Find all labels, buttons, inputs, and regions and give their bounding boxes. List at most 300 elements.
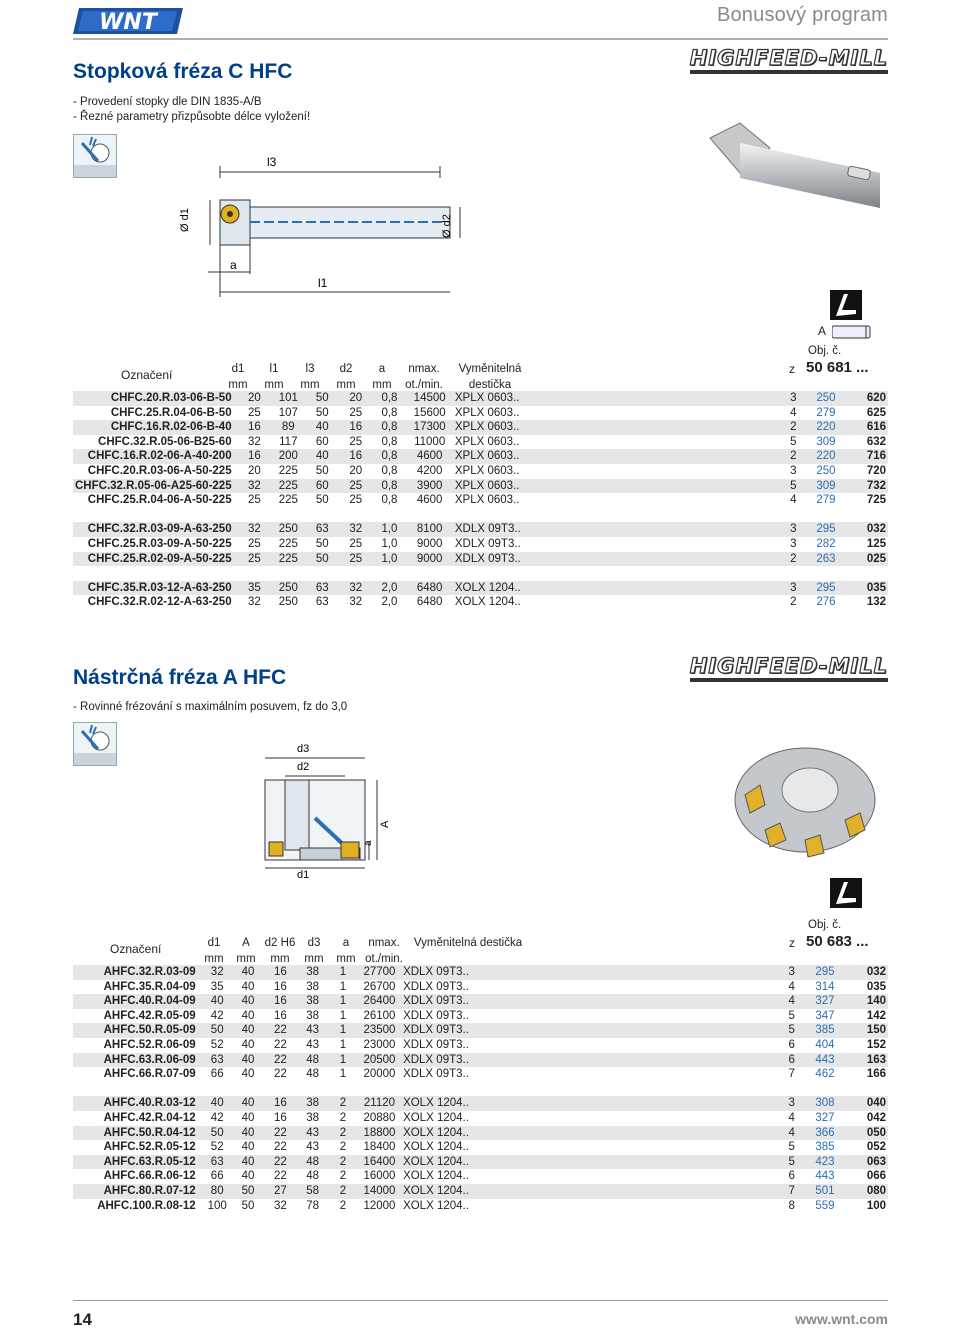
price-cell: 263: [804, 552, 849, 567]
value-cell: 50: [305, 391, 339, 406]
value-cell: 32: [247, 435, 261, 448]
insert-cell: XDLX 09T3..: [453, 522, 544, 537]
designation-cell: AHFC.63.R.06-09: [73, 1053, 202, 1068]
table-row: [73, 965, 888, 980]
spacer-cell: [502, 1184, 782, 1199]
designation-cell: AHFC.35.R.04-09: [103, 980, 196, 993]
value-cell: 14500: [406, 391, 452, 406]
value-cell: 43: [297, 1023, 328, 1038]
value-cell: 3: [783, 522, 804, 537]
value-cell: 5: [788, 1141, 795, 1154]
insert-cell: XOLX 1204..: [403, 1170, 469, 1183]
value-cell: 38: [306, 1111, 320, 1124]
order-suffix-cell: 032: [848, 522, 888, 537]
price-cell: 385: [815, 1141, 835, 1154]
spacer-cell: [502, 1126, 782, 1141]
designation-cell: CHFC.32.R.05-06-B25-60: [98, 435, 232, 448]
value-cell: 4600: [416, 494, 443, 507]
value-cell: 38: [297, 965, 328, 980]
spacer-cell: [502, 1199, 782, 1214]
insert-cell: XDLX 09T3..: [401, 1023, 502, 1038]
value-cell: 40: [241, 980, 255, 993]
col-z: z: [789, 936, 795, 950]
table-row: [73, 420, 888, 435]
value-cell: 1: [328, 994, 358, 1009]
value-cell: 3: [783, 581, 804, 596]
insert-cell: XOLX 1204..: [454, 596, 521, 609]
footer-divider: [73, 1300, 888, 1301]
value-cell: 200: [271, 449, 305, 464]
insert-cell: XPLX 0603..: [454, 406, 520, 419]
value-cell: 225: [271, 479, 305, 494]
price-cell: 501: [802, 1184, 848, 1199]
value-cell: 38: [297, 994, 328, 1009]
value-cell: 4: [781, 994, 802, 1009]
table-row: [73, 1111, 888, 1126]
order-suffix-cell: 080: [848, 1184, 888, 1199]
svg-text:d1: d1: [297, 869, 310, 880]
value-cell: 50: [233, 1184, 264, 1199]
value-cell: 1,0: [373, 552, 407, 567]
svg-text:l3: l3: [267, 155, 277, 169]
price-cell: 385: [802, 1023, 848, 1038]
value-cell: 0,8: [381, 435, 398, 448]
value-cell: 23000: [363, 1038, 396, 1051]
value-cell: 40: [233, 1053, 264, 1068]
designation-cell: CHFC.32.R.02-12-A-63-250: [87, 596, 232, 609]
designation-cell: CHFC.35.R.03-12-A-63-250: [73, 581, 238, 596]
value-cell: 25: [238, 552, 272, 567]
spacer-cell: [502, 1009, 782, 1024]
col-order: Obj. č.: [808, 919, 842, 931]
table-row: [73, 1140, 888, 1155]
value-cell: 1: [328, 1053, 358, 1068]
badge-text: HIGHFEED-MILL: [689, 46, 888, 70]
table-row: [73, 994, 888, 1009]
table-row: [73, 522, 888, 537]
face-mill-table: [73, 965, 888, 1213]
value-cell: 40: [241, 1038, 255, 1051]
value-cell: 2: [339, 1111, 347, 1124]
col-d3: d3: [307, 937, 321, 949]
value-cell: 40: [241, 1068, 255, 1081]
price-cell: 220: [804, 420, 849, 435]
page-number: 14: [73, 1310, 92, 1329]
value-cell: 26400: [358, 994, 401, 1009]
shank-cutter-title: Stopková fréza C HFC: [73, 60, 293, 83]
value-cell: 1: [328, 965, 358, 980]
value-cell: 35: [210, 980, 224, 993]
highfeed-mill-badge-1: [690, 46, 888, 74]
designation-cell: AHFC.80.R.07-12: [73, 1184, 202, 1199]
face-mill-title: Nástrčná fréza A HFC: [73, 666, 287, 689]
value-cell: 50: [315, 464, 329, 477]
designation-cell: AHFC.32.R.03-09: [73, 965, 202, 980]
order-suffix-cell: 720: [866, 464, 886, 477]
value-cell: 7: [781, 1184, 802, 1199]
value-cell: 3: [790, 537, 797, 550]
value-cell: 40: [241, 1111, 255, 1124]
value-cell: 43: [297, 1126, 328, 1141]
value-cell: 32: [349, 596, 363, 609]
value-cell: 20: [339, 391, 373, 406]
designation-cell: CHFC.32.R.05-06-A25-60-225: [73, 479, 238, 494]
value-cell: 14000: [358, 1184, 401, 1199]
value-cell: 4: [790, 494, 797, 507]
value-cell: 101: [271, 391, 305, 406]
order-suffix-cell: 066: [866, 1170, 886, 1183]
price-cell: 308: [802, 1096, 848, 1111]
value-cell: 50: [315, 406, 329, 419]
order-suffix-cell: 725: [866, 494, 886, 507]
value-cell: 25: [247, 494, 261, 507]
value-cell: 32: [202, 965, 233, 980]
value-cell: 22: [273, 1170, 287, 1183]
designation-cell: CHFC.25.R.04-06-B-50: [110, 406, 232, 419]
table-row: [73, 552, 888, 567]
value-cell: 3: [783, 391, 804, 406]
insert-cell: XOLX 1204..: [403, 1141, 469, 1154]
insert-cell: XPLX 0603..: [453, 391, 544, 406]
value-cell: 250: [271, 522, 305, 537]
value-cell: 35: [238, 581, 272, 596]
shank-table-header: [220, 361, 532, 393]
value-cell: 5: [790, 435, 797, 448]
value-cell: 58: [297, 1184, 328, 1199]
value-cell: 11000: [414, 435, 446, 448]
value-cell: 0,8: [373, 420, 407, 435]
value-cell: 38: [306, 1009, 320, 1022]
order-suffix-cell: 632: [866, 435, 886, 448]
value-cell: 32: [339, 522, 373, 537]
value-cell: 25: [247, 406, 261, 419]
value-cell: 6: [788, 1038, 795, 1051]
value-cell: 4200: [416, 464, 443, 477]
value-cell: 16: [273, 1111, 287, 1124]
value-cell: 250: [271, 581, 305, 596]
value-cell: 117: [279, 435, 298, 448]
insert-cell: XOLX 1204..: [403, 1111, 469, 1124]
table-row: [73, 1053, 888, 1068]
value-cell: 48: [297, 1155, 328, 1170]
value-cell: 6: [781, 1053, 802, 1068]
value-cell: 25: [349, 537, 363, 550]
order-suffix-cell: 050: [848, 1126, 888, 1141]
designation-cell: AHFC.50.R.04-12: [73, 1126, 202, 1141]
value-cell: 16400: [358, 1155, 401, 1170]
col-insert: Vyměnitelná: [458, 363, 522, 375]
value-cell: 50: [315, 537, 329, 550]
unit-mm: mm: [336, 379, 356, 391]
insert-cell: XPLX 0603..: [453, 420, 544, 435]
insert-cell: XDLX 09T3..: [454, 537, 521, 550]
shank-cutter-notes: [73, 95, 310, 124]
value-cell: 5: [788, 1009, 795, 1022]
value-cell: 78: [306, 1199, 320, 1212]
col-d1: d1: [207, 937, 221, 949]
value-cell: 42: [210, 1009, 224, 1022]
value-cell: 32: [238, 479, 272, 494]
unit-mm: mm: [270, 953, 290, 965]
value-cell: 20: [238, 391, 272, 406]
value-cell: 0,8: [373, 449, 407, 464]
value-cell: 0,8: [381, 406, 398, 419]
unit-mm: mm: [300, 379, 320, 391]
insert-cell: XOLX 1204..: [401, 1096, 502, 1111]
unit-mm: mm: [236, 953, 256, 965]
value-cell: 2: [328, 1155, 358, 1170]
unit-mm: mm: [228, 379, 248, 391]
order-suffix-cell: 025: [848, 552, 888, 567]
price-cell: 309: [804, 479, 849, 494]
col-a: a: [342, 937, 350, 949]
price-cell: 279: [816, 494, 836, 507]
value-cell: 3900: [406, 479, 452, 494]
spacer-cell: [502, 1038, 782, 1053]
value-cell: 40: [241, 1009, 255, 1022]
value-cell: 9000: [406, 552, 452, 567]
value-cell: 16: [263, 1096, 297, 1111]
order-suffix-cell: 152: [866, 1038, 886, 1051]
order-suffix-cell: 132: [866, 596, 886, 609]
spacer-cell: [544, 391, 783, 406]
order-suffix-cell: 125: [866, 537, 886, 550]
price-cell: 366: [802, 1126, 848, 1141]
value-cell: 43: [306, 1141, 320, 1154]
designation-cell: CHFC.20.R.03-06-A-50-225: [87, 464, 232, 477]
insert-cell: XOLX 1204..: [401, 1155, 502, 1170]
value-cell: 2: [790, 596, 797, 609]
order-suffix-cell: 052: [866, 1141, 886, 1154]
value-cell: 16: [273, 980, 287, 993]
value-cell: 25: [349, 435, 363, 448]
price-cell: 443: [815, 1170, 835, 1183]
value-cell: 225: [278, 537, 298, 550]
spacer-cell: [502, 965, 782, 980]
value-cell: 5: [783, 479, 804, 494]
col-insert-2: destička: [468, 379, 512, 391]
insert-cell: XPLX 0603..: [454, 494, 520, 507]
spacer-cell: [502, 1096, 782, 1111]
order-suffix-cell: 035: [866, 980, 886, 993]
spacer-cell: [544, 537, 783, 552]
spacer-cell: [544, 581, 783, 596]
spacer-cell: [502, 1140, 782, 1155]
value-cell: 7: [788, 1068, 795, 1081]
price-cell: 295: [804, 522, 849, 537]
group-spacer: [73, 1082, 888, 1097]
value-cell: 4: [781, 1126, 802, 1141]
value-cell: 66: [210, 1068, 224, 1081]
svg-text:l1: l1: [318, 276, 328, 290]
highfeed-mill-badge-2: [690, 654, 888, 682]
insert-cell: XOLX 1204..: [403, 1199, 469, 1212]
value-cell: 3: [781, 1096, 802, 1111]
designation-cell: CHFC.25.R.02-09-A-50-225: [73, 552, 238, 567]
value-cell: 6480: [416, 596, 443, 609]
value-cell: 0,8: [373, 391, 407, 406]
svg-text:a: a: [363, 840, 374, 846]
value-cell: 40: [233, 1126, 264, 1141]
value-cell: 225: [271, 552, 305, 567]
value-cell: 63: [315, 596, 329, 609]
spacer-cell: [502, 1111, 782, 1126]
value-cell: 40: [305, 420, 339, 435]
value-cell: 50: [241, 1199, 255, 1212]
value-cell: 48: [306, 1170, 320, 1183]
value-cell: 48: [306, 1068, 320, 1081]
insert-cell: XPLX 0603..: [453, 479, 544, 494]
website-url: www.wnt.com: [795, 1311, 888, 1327]
badge-text: HIGHFEED-MILL: [689, 654, 888, 678]
designation-cell: AHFC.100.R.08-12: [97, 1199, 196, 1212]
table-row: [73, 464, 888, 479]
value-cell: 225: [278, 494, 298, 507]
value-cell: 26700: [363, 980, 396, 993]
table-row: [73, 980, 888, 995]
col-d2: d2: [339, 363, 353, 375]
shank-cutter-drawing: [170, 152, 480, 297]
price-cell: 347: [815, 1009, 835, 1022]
value-cell: 52: [210, 1038, 224, 1051]
badge-bar: [690, 678, 888, 682]
designation-cell: CHFC.20.R.03-06-B-50: [73, 391, 238, 406]
value-cell: 2: [783, 552, 804, 567]
value-cell: 0,8: [381, 494, 398, 507]
spacer-cell: [502, 1067, 782, 1082]
value-cell: 40: [233, 994, 264, 1009]
shank-cutter-table: [73, 391, 888, 610]
insert-cell: XDLX 09T3..: [401, 994, 502, 1009]
unit-mm: mm: [264, 379, 284, 391]
header-divider: [73, 38, 888, 40]
value-cell: 50: [202, 1023, 233, 1038]
value-cell: 16: [238, 449, 272, 464]
clamping-icon: [830, 290, 862, 320]
table-row: [73, 1155, 888, 1170]
svg-text:Ø d2: Ø d2: [441, 214, 453, 238]
svg-text:d3: d3: [297, 743, 310, 755]
table-row: [73, 595, 888, 610]
value-cell: 6: [788, 1170, 795, 1183]
order-suffix-cell: 716: [848, 449, 888, 464]
value-cell: 42: [210, 1111, 224, 1124]
value-cell: 16: [263, 965, 297, 980]
order-suffix-cell: 035: [848, 581, 888, 596]
designation-cell: AHFC.52.R.06-09: [103, 1038, 196, 1051]
value-cell: 2: [339, 1170, 347, 1183]
face-table-header: [198, 935, 530, 967]
value-cell: 9000: [416, 537, 443, 550]
table-row: [73, 449, 888, 464]
value-cell: 16: [339, 420, 373, 435]
order-suffix-cell: 732: [848, 479, 888, 494]
spacer-cell: [502, 1023, 782, 1038]
designation-cell: AHFC.63.R.05-12: [73, 1155, 202, 1170]
price-cell: 295: [802, 965, 848, 980]
value-cell: 21120: [358, 1096, 401, 1111]
price-cell: 220: [804, 449, 849, 464]
value-cell: 4: [788, 1111, 795, 1124]
order-suffix-cell: 140: [848, 994, 888, 1009]
price-cell: 462: [815, 1068, 835, 1081]
table-row: [73, 1169, 888, 1184]
price-cell: 279: [816, 406, 836, 419]
price-cell: 250: [816, 464, 836, 477]
table-row: [73, 537, 888, 552]
table-row: [73, 1096, 888, 1111]
value-cell: 80: [202, 1184, 233, 1199]
table-row: [73, 581, 888, 596]
designation-header: Označení: [121, 368, 173, 382]
milling-pictogram-icon: [73, 722, 117, 766]
value-cell: 16: [263, 994, 297, 1009]
value-cell: 107: [278, 406, 298, 419]
table-row: [73, 1009, 888, 1024]
order-suffix-cell: 163: [848, 1053, 888, 1068]
face-mill-notes: [73, 700, 347, 715]
value-cell: 16000: [363, 1170, 396, 1183]
table-row: [73, 391, 888, 406]
table-row: [73, 1184, 888, 1199]
table-row: [73, 493, 888, 508]
value-cell: 1: [339, 1009, 347, 1022]
spacer-cell: [502, 1053, 782, 1068]
unit-rpm: ot./min.: [365, 953, 403, 965]
value-cell: 225: [278, 464, 298, 477]
col-d1: d1: [231, 363, 245, 375]
insert-cell: XDLX 09T3..: [401, 1053, 502, 1068]
value-cell: 22: [273, 1141, 287, 1154]
price-cell: 250: [804, 391, 849, 406]
value-cell: 1: [328, 1023, 358, 1038]
value-cell: 1,0: [381, 537, 398, 550]
price-cell: 295: [804, 581, 849, 596]
value-cell: 32: [238, 522, 272, 537]
milling-pictogram-icon: [73, 134, 117, 178]
value-cell: 5: [781, 1155, 802, 1170]
col-l1: l1: [269, 363, 279, 375]
value-cell: 25: [247, 537, 261, 550]
order-suffix-cell: 150: [848, 1023, 888, 1038]
price-cell: 404: [815, 1038, 835, 1051]
order-suffix-cell: 142: [866, 1009, 886, 1022]
value-cell: 38: [306, 980, 320, 993]
note-1: - Provedení stopky dle DIN 1835-A/B: [73, 96, 262, 108]
table-row: [73, 1023, 888, 1038]
value-cell: 48: [297, 1053, 328, 1068]
value-cell: 25: [349, 406, 363, 419]
value-cell: 2,0: [381, 596, 398, 609]
designation-cell: AHFC.66.R.06-12: [103, 1170, 196, 1183]
table-row: [73, 1067, 888, 1082]
price-cell: 443: [802, 1053, 848, 1068]
value-cell: 2: [328, 1126, 358, 1141]
svg-text:a: a: [230, 258, 237, 272]
value-cell: 43: [306, 1038, 320, 1051]
insert-cell: XDLX 09T3..: [453, 552, 544, 567]
col-nmax: nmax.: [368, 937, 400, 949]
insert-cell: XPLX 0603..: [453, 449, 544, 464]
price-cell: 314: [815, 980, 835, 993]
designation-cell: CHFC.16.R.02-06-A-40-200: [73, 449, 238, 464]
order-suffix-cell: 042: [866, 1111, 886, 1124]
order-suffix-cell: 625: [866, 406, 886, 419]
price-cell: 423: [802, 1155, 848, 1170]
value-cell: 40: [233, 1023, 264, 1038]
col-nmax: nmax.: [408, 363, 440, 375]
designation-cell: AHFC.52.R.05-12: [103, 1141, 196, 1154]
